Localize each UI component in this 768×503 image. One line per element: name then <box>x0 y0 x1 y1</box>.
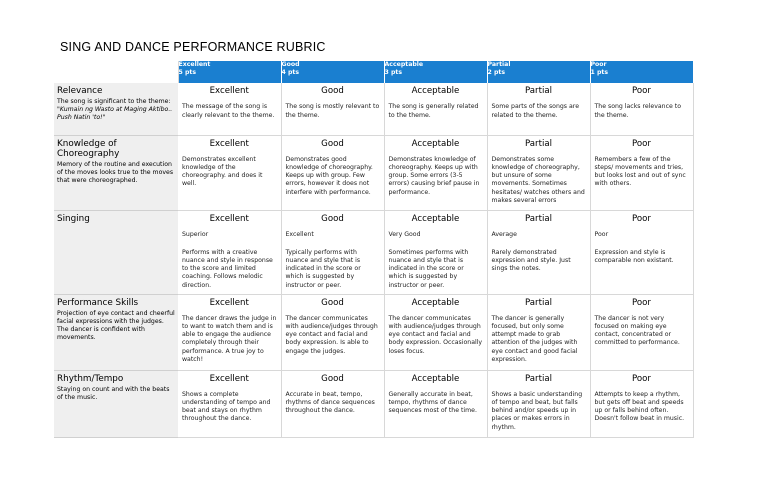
header-excellent: Excellent 5 pts <box>178 61 281 83</box>
criterion-description: Memory of the routine and execution of the moves looks true to the moves that were choreographed. <box>57 160 174 184</box>
rubric-cell: Acceptable The dancer communicates with audience/judges through eye contact and facial and body expression. Occasionally loses focus. <box>384 294 487 370</box>
criterion-name: Relevance <box>57 86 103 96</box>
header-good: Good 4 pts <box>281 61 384 83</box>
rubric-cell: Excellent The dancer draws the judge in to want to watch them and is able to engage the audience completely through their performance. A true joy to watch! <box>178 294 281 370</box>
rubric-cell: Acceptable Generally accurate in beat, tempo, rhythms of dance sequences most of the time. <box>384 370 487 437</box>
criterion-cell <box>54 294 178 370</box>
criterion-description: The song is significant to the theme: "Kumain ng Wasto at Maging Aktibo.. Push Natin 'to!" <box>57 98 173 122</box>
header-poor: Poor 1 pts <box>590 61 693 83</box>
rubric-cell: Excellent Superior Performs with a creative nuance and style in response to the score and limited coaching. Follows melodic direction. <box>178 210 281 294</box>
rubric-cell: Good Accurate in beat, tempo, rhythms of dance sequences throughout the dance. <box>281 370 384 437</box>
rubric-cell: Partial Some parts of the songs are related to the theme. <box>487 83 590 135</box>
rubric-cell: Good Excellent Typically performs with nuance and style that is indicated in the score or which is suggested by instructor or peer. <box>281 210 384 294</box>
criterion-cell <box>54 83 178 135</box>
criterion-name: Knowledge of Choreography <box>57 138 120 159</box>
rubric-cell: Excellent Demonstrates excellent knowledge of the choreography. and does it well. <box>178 135 281 210</box>
rubric-cell: Poor The song lacks relevance to the theme. <box>590 83 693 135</box>
criterion-row-singing <box>54 210 693 294</box>
rubric-cell: Poor Remembers a few of the steps/ movements and tries, but looks lost and out of sync with others. <box>590 135 693 210</box>
criterion-cell <box>54 135 178 210</box>
header-row <box>54 61 693 83</box>
criterion-row-rhythm-tempo <box>54 370 693 437</box>
header-blank-cell <box>54 61 178 83</box>
rubric-cell: Good The song is mostly relevant to the theme. <box>281 83 384 135</box>
criterion-row-performance-skills <box>54 294 693 370</box>
rubric-cell: Partial Average Rarely demonstrated expression and style. Just sings the notes. <box>487 210 590 294</box>
criterion-description: Projection of eye contact and cheerful facial expressions with the judges. The dancer is confident with movements. <box>57 309 175 341</box>
criterion-description: Staying on count and with the beats of the music. <box>57 385 170 401</box>
rubric-cell: Acceptable The song is generally related to the theme. <box>384 83 487 135</box>
rubric-cell: Poor The dancer is not very focused on making eye contact, concentrated or committed to performance. <box>590 294 693 370</box>
criterion-name: Singing <box>57 213 90 224</box>
rubric-cell: Excellent The message of the song is clearly relevant to the theme. <box>178 83 281 135</box>
criterion-name: Rhythm/Tempo <box>57 373 124 384</box>
criterion-row-choreography <box>54 135 693 210</box>
header-partial: Partial 2 pts <box>487 61 590 83</box>
page-title: SING AND DANCE PERFORMANCE RUBRIC <box>60 40 326 54</box>
rubric-cell: Excellent Shows a complete understanding of tempo and beat and stays on rhythm throughout the dance. <box>178 370 281 437</box>
criterion-name: Performance Skills <box>57 297 139 308</box>
rubric-cell: Partial Demonstrates some knowledge of choreography, but unsure of some movements. Sometimes hesitates/ watches others and makes several errors <box>487 135 590 210</box>
criterion-row-relevance <box>54 83 693 135</box>
header-acceptable: Acceptable 3 pts <box>384 61 487 83</box>
rubric-cell: Good The dancer communicates with audience/judges through eye contact and facial and body expression. Is able to engage the judges. <box>281 294 384 370</box>
rubric-cell: Acceptable Very Good Sometimes performs with nuance and style that is indicated in the score or which is suggested by instructor or peer. <box>384 210 487 294</box>
rubric-cell: Poor Poor Expression and style is comparable non existant. <box>590 210 693 294</box>
rubric-cell: Poor Attempts to keep a rhythm, but gets off beat and speeds up or falls behind often. Doesn't follow beat in music. <box>590 370 693 437</box>
criterion-cell <box>54 210 178 294</box>
rubric-table <box>54 61 694 438</box>
rubric-cell: Acceptable Demonstrates knowledge of choreography. Keeps up with group. Some errors (3-5 errors) causing brief pause in performance. <box>384 135 487 210</box>
rubric-cell: Good Demonstrates good knowledge of choreography. Keeps up with group. Few errors, however it does not interfere with performance. <box>281 135 384 210</box>
criterion-cell <box>54 370 178 437</box>
rubric-cell: Partial Shows a basic understanding of tempo and beat, but falls behind and/or speeds up in places or makes errors in rhythm. <box>487 370 590 437</box>
rubric-cell: Partial The dancer is generally focused, but only some attempt made to grab attention of the judges with eye contact and good facial expression. <box>487 294 590 370</box>
